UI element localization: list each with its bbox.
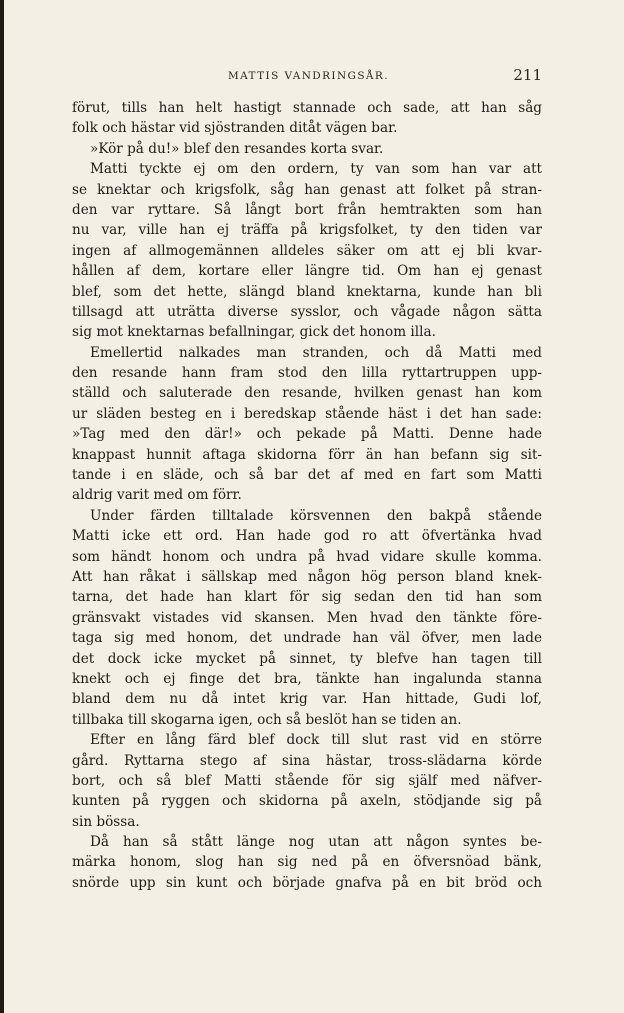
text-line: den resande hann fram stod den lilla ryttartruppen upp- xyxy=(72,365,542,382)
text-line: ingen af allmogemännen alldeles säker om att ej bli kvar- xyxy=(72,242,542,259)
text-line: tillbaka till skogarna igen, och så beslöt han se tiden an. xyxy=(72,711,462,728)
text-line: Emellertid nalkades man stranden, och då Matti med xyxy=(90,344,542,361)
text-line: taga sig med honom, det undrade han väl öfver, men lade xyxy=(72,630,542,647)
text-line: ställd och saluterade den resande, hvilken genast han kom xyxy=(72,385,542,402)
text-line: sig mot knektarnas befallningar, gick det honom illa. xyxy=(72,324,436,341)
text-line: nu var, ville han ej träffa på krigsfolket, ty den tiden var xyxy=(72,222,542,239)
text-line: bland dem nu då intet krig var. Han hittade, Gudi lof, xyxy=(72,691,542,708)
text-line: folk och hästar vid sjöstranden ditåt vägen bar. xyxy=(72,120,398,137)
text-line: Att han råkat i sällskap med någon hög person bland knek- xyxy=(72,568,542,585)
text-line: Matti tyckte ej om den ordern, ty van som han var att xyxy=(90,161,542,178)
text-line: tande i en släde, och så bar det af med en fart som Matti xyxy=(72,467,542,484)
text-line: knekt och ej finge det bra, tänkte han ingalunda stanna xyxy=(72,670,542,687)
text-line: snörde upp sin kunt och började gnafva på en bit bröd och xyxy=(72,874,542,891)
text-line: märka honom, slog han sig ned på en öfversnöad bänk, xyxy=(72,854,542,871)
text-line: Efter en lång färd blef dock till slut rast vid en större xyxy=(90,732,542,749)
page-spine-edge xyxy=(0,0,4,1013)
body-text xyxy=(72,98,542,893)
text-line: Under färden tilltalade körsvennen den bakpå stående xyxy=(90,507,542,524)
text-line: som händt honom och undra på hvad vidare skulle komma. xyxy=(72,548,542,565)
text-line: gränsvakt vistades vid skansen. Men hvad den tänkte före- xyxy=(72,609,542,626)
text-line: Då han så stått länge nog utan att någon syntes be- xyxy=(90,834,542,851)
text-line: Matti icke ett ord. Han hade god ro att öfvertänka hvad xyxy=(72,528,542,545)
text-line: förut, tills han helt hastigt stannade och sade, att han såg xyxy=(72,100,542,116)
text-line: tarna, det hade han klart för sig sedan den tid han som xyxy=(72,589,542,606)
text-line: »Kör på du!» blef den resandes korta svar. xyxy=(90,140,384,157)
text-line: bort, och så blef Matti stående för sig själf med näfver- xyxy=(72,772,542,789)
page-header xyxy=(72,66,542,86)
text-line: aldrig varit med om förr. xyxy=(72,487,242,504)
text-line: tillsagd att uträtta diverse sysslor, och vågade någon sätta xyxy=(72,303,542,320)
page-number: 211 xyxy=(513,66,542,84)
text-line: den var ryttare. Så långt bort från hemtrakten som han xyxy=(72,201,542,218)
running-head: MATTIS VANDRINGSÅR. xyxy=(228,70,389,82)
text-line: blef, som det hette, slängd bland knektarna, kunde han bli xyxy=(72,283,542,300)
text-line: se knektar och krigsfolk, såg han genast att folket på stran- xyxy=(72,181,542,198)
text-line: kunten på ryggen och skidorna på axeln, stödjande sig på xyxy=(72,793,542,810)
text-line: hållen af dem, kortare eller längre tid. Om han ej genast xyxy=(72,263,542,280)
text-line: det dock icke mycket på sinnet, ty blefve han tagen till xyxy=(72,650,542,667)
text-line: sin bössa. xyxy=(72,813,140,830)
text-line: gård. Ryttarna stego af sina hästar, tross-slädarna körde xyxy=(72,752,542,769)
text-line: knappast hunnit aftaga skidorna förr än han befann sig sit- xyxy=(72,446,542,463)
text-line: »Tag med den där!» och pekade på Matti. Denne hade xyxy=(72,426,542,443)
text-line: ur släden besteg en i beredskap stående häst i det han sade: xyxy=(72,405,542,422)
